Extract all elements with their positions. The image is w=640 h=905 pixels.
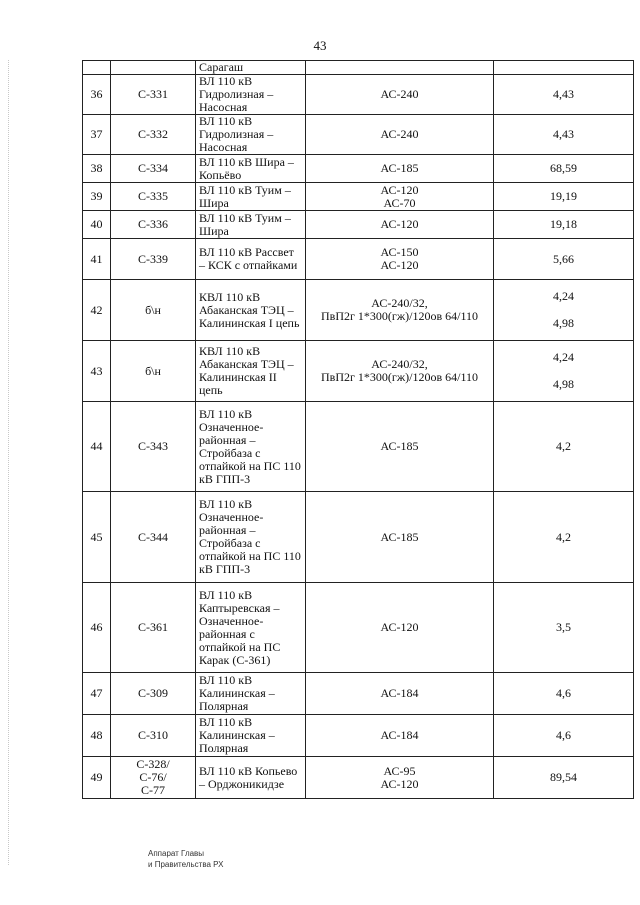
table-row <box>83 115 634 155</box>
wire-brand: АС-185 <box>380 529 419 544</box>
table-row <box>83 75 634 115</box>
line-length: 4,98 <box>553 377 574 391</box>
cell-num <box>83 183 111 211</box>
cell-num <box>83 75 111 115</box>
row-number: 37 <box>90 127 103 141</box>
line-code: С-331 <box>138 87 168 101</box>
line-code: б\н <box>145 363 161 378</box>
cell-code <box>111 492 196 583</box>
cell-wire <box>306 61 494 75</box>
cell-wire <box>306 402 494 492</box>
cell-code <box>111 583 196 673</box>
cell-wire <box>306 341 494 402</box>
line-length: 4,6 <box>556 728 571 742</box>
cell-name <box>196 341 306 402</box>
table-row <box>83 183 634 211</box>
line-code: С-328/ <box>136 757 170 771</box>
page-number: 43 <box>313 38 327 53</box>
line-name: ВЛ 110 кВ Шира – Копьёво <box>199 154 294 182</box>
wire-brand: АС-185 <box>380 439 419 453</box>
table-row <box>83 757 634 799</box>
cell-length <box>494 280 634 341</box>
table-row-continuation <box>83 61 634 75</box>
wire-brand: АС-95 <box>383 763 416 778</box>
line-length: 4,24 <box>553 289 574 303</box>
cell-wire <box>306 211 494 239</box>
cell-code <box>111 115 196 155</box>
row-number: 43 <box>90 363 103 378</box>
wire-brand: АС-240 <box>380 87 419 101</box>
line-name: ВЛ 110 кВ Копьево – Орджоникидзе <box>199 763 298 791</box>
cell-wire <box>306 673 494 715</box>
line-code: С-344 <box>138 529 168 544</box>
wire-brand: АС-240/32, <box>371 357 428 371</box>
cell-code <box>111 673 196 715</box>
cell-length <box>494 583 634 673</box>
cell-name <box>196 155 306 183</box>
row-number: 49 <box>90 770 103 784</box>
line-length: 3,5 <box>556 620 571 634</box>
cell-name <box>196 583 306 673</box>
cell-name <box>196 239 306 280</box>
line-length: 89,54 <box>550 770 577 784</box>
line-name: ВЛ 110 кВ Означенное-районная – Стройбаза с отпайкой на ПС 110 кВ ГПП-3 <box>199 497 301 576</box>
row-number: 46 <box>90 620 103 634</box>
line-length: 4,43 <box>553 87 574 101</box>
cell-name <box>196 211 306 239</box>
cell-num <box>83 757 111 799</box>
cell-length <box>494 75 634 115</box>
cell-name <box>196 757 306 799</box>
cell-code <box>111 239 196 280</box>
cell-name <box>196 715 306 757</box>
cell-length <box>494 402 634 492</box>
row-number: 42 <box>90 302 103 317</box>
cell-code <box>111 61 196 75</box>
cell-num <box>83 211 111 239</box>
line-name: КВЛ 110 кВ Абаканская ТЭЦ – Калининская I цепь <box>199 289 300 330</box>
table-row <box>83 583 634 673</box>
cell-wire <box>306 155 494 183</box>
cell-name <box>196 183 306 211</box>
cell-length <box>494 61 634 75</box>
wire-brand: ПвП2г 1*300(гж)/120ов 64/110 <box>320 309 478 323</box>
cell-length <box>494 341 634 402</box>
cell-wire <box>306 757 494 799</box>
table-row <box>83 155 634 183</box>
row-number: 45 <box>90 529 103 544</box>
lines-table <box>82 60 634 799</box>
line-length: 19,19 <box>550 189 577 203</box>
line-name: ВЛ 110 кВ Калининская – Полярная <box>199 673 275 713</box>
line-length: 4,6 <box>556 686 571 700</box>
wire-brand: АС-185 <box>380 161 419 175</box>
line-name: ВЛ 110 кВ Туим – Шира <box>199 182 291 210</box>
line-name: ВЛ 110 кВ Рассвет – КСК с отпайками <box>199 245 298 272</box>
table-row <box>83 673 634 715</box>
cell-code <box>111 341 196 402</box>
cell-code <box>111 715 196 757</box>
cell-code <box>111 280 196 341</box>
cell-name: Сарагаш <box>196 61 306 75</box>
line-code: С-335 <box>138 189 168 203</box>
wire-brand: АС-120 <box>380 620 419 634</box>
cell-name <box>196 673 306 715</box>
line-length: 4,98 <box>553 316 574 330</box>
line-name: ВЛ 110 кВ Туим – Шира <box>199 210 291 238</box>
cell-length <box>494 211 634 239</box>
cell-num <box>83 239 111 280</box>
line-name: КВЛ 110 кВ Абаканская ТЭЦ – Калининская II цепь <box>199 344 294 397</box>
line-code: С-310 <box>138 728 168 742</box>
line-length: 4,2 <box>556 439 571 453</box>
wire-brand: АС-184 <box>380 728 419 742</box>
cell-name <box>196 280 306 341</box>
cell-length <box>494 115 634 155</box>
line-name: ВЛ 110 кВ Гидролизная – Насосная <box>199 74 274 114</box>
line-code: С-336 <box>138 217 168 231</box>
cell-wire <box>306 280 494 341</box>
cell-num <box>83 115 111 155</box>
cell-name <box>196 75 306 115</box>
cell-num <box>83 61 111 75</box>
cell-code <box>111 183 196 211</box>
cell-num <box>83 715 111 757</box>
table-row <box>83 715 634 757</box>
cell-wire <box>306 115 494 155</box>
line-length: 5,66 <box>553 251 574 266</box>
cell-wire <box>306 183 494 211</box>
cell-wire <box>306 239 494 280</box>
row-number: 40 <box>90 217 103 231</box>
cell-code <box>111 757 196 799</box>
cell-length <box>494 239 634 280</box>
line-code: С-76/ <box>139 770 167 784</box>
stamp-line-1: Аппарат Главы <box>148 849 205 858</box>
cell-name <box>196 402 306 492</box>
line-length: 68,59 <box>550 161 577 175</box>
line-name: ВЛ 110 кВ Означенное-районная – Стройбаза с отпайкой на ПС 110 кВ ГПП-3 <box>199 406 301 486</box>
wire-brand: АС-240 <box>380 127 419 141</box>
wire-brand: АС-120 <box>380 258 419 272</box>
cell-length <box>494 492 634 583</box>
row-number: 38 <box>90 161 103 175</box>
cell-code <box>111 75 196 115</box>
cell-code <box>111 155 196 183</box>
line-name: ВЛ 110 кВ Калининская – Полярная <box>199 715 275 755</box>
cell-wire <box>306 583 494 673</box>
margin-dots <box>8 60 11 865</box>
cell-code <box>111 211 196 239</box>
cell-num <box>83 492 111 583</box>
wire-brand: ПвП2г 1*300(гж)/120ов 64/110 <box>320 370 478 384</box>
cell-num <box>83 280 111 341</box>
table-row <box>83 280 634 341</box>
line-code: С-339 <box>138 251 168 266</box>
wire-brand: АС-120 <box>380 217 419 231</box>
cell-length <box>494 757 634 799</box>
cell-name <box>196 115 306 155</box>
line-code: б\н <box>145 302 161 317</box>
row-number: 44 <box>90 439 103 453</box>
cell-length <box>494 715 634 757</box>
line-code: С-332 <box>138 127 168 141</box>
table-row <box>83 211 634 239</box>
line-code: С-334 <box>138 161 168 175</box>
cell-length <box>494 673 634 715</box>
cell-name <box>196 492 306 583</box>
line-name: ВЛ 110 кВ Каптыревская – Означенное-районная с отпайкой на ПС Карак (С-361) <box>199 587 281 667</box>
wire-brand: АС-184 <box>380 686 419 700</box>
table-row <box>83 402 634 492</box>
wire-brand: АС-120 <box>380 776 419 791</box>
row-number: 47 <box>90 686 103 700</box>
line-code: С-77 <box>141 783 165 797</box>
cell-code <box>111 402 196 492</box>
table-row <box>83 239 634 280</box>
row-number: 36 <box>90 87 103 101</box>
table-row <box>83 341 634 402</box>
line-length: 4,2 <box>556 529 571 544</box>
wire-brand: АС-240/32, <box>371 296 428 310</box>
row-number: 39 <box>90 189 103 203</box>
stamp-line-2: и Правительства РХ <box>148 860 224 869</box>
cell-length <box>494 155 634 183</box>
cell-num <box>83 155 111 183</box>
cell-num <box>83 402 111 492</box>
office-stamp <box>148 848 223 870</box>
line-length: 4,43 <box>553 127 574 141</box>
line-code: С-309 <box>138 686 168 700</box>
cell-length <box>494 183 634 211</box>
line-code: С-343 <box>138 439 168 453</box>
table-row <box>83 492 634 583</box>
row-number: 41 <box>90 251 103 266</box>
cell-wire <box>306 715 494 757</box>
line-length: 19,18 <box>550 217 577 231</box>
cell-wire <box>306 75 494 115</box>
row-number: 48 <box>90 728 103 742</box>
cell-num <box>83 583 111 673</box>
cell-num <box>83 341 111 402</box>
line-length: 4,24 <box>553 350 574 364</box>
line-code: С-361 <box>138 620 168 634</box>
wire-brand: АС-150 <box>380 245 419 259</box>
line-name: ВЛ 110 кВ Гидролизная – Насосная <box>199 114 274 154</box>
cell-num <box>83 673 111 715</box>
cell-wire <box>306 492 494 583</box>
wire-brand: АС-70 <box>383 195 416 210</box>
wire-brand: АС-120 <box>380 182 419 197</box>
